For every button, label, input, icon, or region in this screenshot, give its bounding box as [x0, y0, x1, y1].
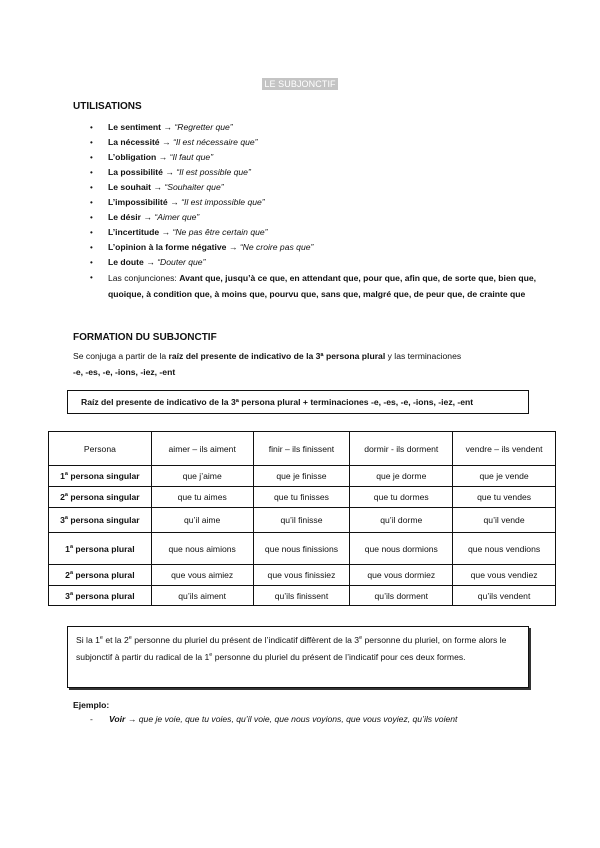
- table-cell: que nous vendions: [453, 533, 556, 565]
- table-row: [49, 586, 556, 606]
- use-example: “Ne croire pas que”: [239, 242, 314, 252]
- person-label: persona plural: [73, 570, 135, 580]
- table-row: [49, 508, 556, 533]
- ordinal-sup: a: [64, 471, 68, 478]
- person-number: 3: [60, 515, 65, 525]
- person-label: persona singular: [67, 515, 140, 525]
- arrow-icon: →: [143, 257, 158, 267]
- example-arrow: →: [125, 714, 139, 724]
- use-term: L’impossibilité: [108, 197, 168, 207]
- example-label: Ejemplo:: [73, 700, 110, 710]
- list-item: [90, 135, 540, 150]
- table-row: [49, 466, 556, 487]
- list-item: [90, 195, 540, 210]
- use-example: “Il faut que”: [169, 152, 214, 162]
- arrow-icon: →: [159, 227, 173, 237]
- arrow-icon: →: [156, 152, 170, 162]
- header-finir: finir – ils finissent: [253, 432, 350, 466]
- header-persona: Persona: [49, 432, 152, 466]
- utilisations-list: [90, 120, 540, 302]
- arrow-icon: →: [161, 122, 175, 132]
- table-cell: qu’il vende: [453, 508, 556, 533]
- table-cell: que tu aimes: [151, 487, 253, 508]
- conjunctions-list: Avant que, jusqu’à ce que, en attendant que, pour que, afin que, de sorte que, bien que, quoique, à condition que, à moins que, pourvu que, sans que, malgré que, de peur que, de crainte que: [108, 273, 537, 299]
- table-cell: que vous vendiez: [453, 565, 556, 586]
- table-cell: qu’ils vendent: [453, 586, 556, 606]
- table-cell: qu’il aime: [151, 508, 253, 533]
- example-verb: Voir: [109, 714, 126, 724]
- list-item: [90, 180, 540, 195]
- list-item: [90, 240, 540, 255]
- example-dash: -: [90, 714, 93, 724]
- table-cell: qu’ils dorment: [350, 586, 453, 606]
- list-item: [90, 165, 540, 180]
- person-number: 1: [65, 543, 70, 554]
- note-text-5: personne du pluriel du présent de l’indicatif pour ces deux formes.: [212, 652, 466, 662]
- row-header: [49, 466, 152, 487]
- person-label: persona plural: [73, 543, 135, 554]
- use-example: “Aimer que”: [154, 212, 200, 222]
- table-cell: que j’aime: [151, 466, 253, 487]
- use-example: “Il est nécessaire que”: [172, 137, 258, 147]
- note-text-1: Si la 1: [76, 635, 100, 645]
- heading-utilisations: UTILISATIONS: [73, 101, 142, 112]
- list-item: [90, 255, 540, 270]
- person-label: persona singular: [67, 492, 140, 502]
- conjugation-table-body: [49, 466, 556, 606]
- table-cell: que vous dormiez: [350, 565, 453, 586]
- person-number: 3: [65, 590, 70, 601]
- formation-text-bold: raíz del presente de indicativo de la 3ª persona plural: [168, 351, 386, 361]
- table-row: [49, 565, 556, 586]
- list-item-conjunctions: [90, 270, 540, 302]
- table-cell: que je dorme: [350, 466, 453, 487]
- use-term: L’incertitude: [108, 227, 160, 237]
- person-label: persona singular: [67, 471, 140, 481]
- note-sup-4: e: [209, 652, 213, 659]
- use-example: “Ne pas être certain que”: [172, 227, 268, 237]
- heading-formation: FORMATION DU SUBJONCTIF: [73, 332, 217, 343]
- person-number: 2: [65, 570, 70, 580]
- example-line: [90, 714, 457, 724]
- note-sup-3: e: [359, 635, 363, 642]
- example-forms: que je voie, que tu voies, qu’il voie, que nous voyions, que vous voyiez, qu’ils voient: [138, 714, 458, 724]
- person-number: 1: [60, 471, 65, 481]
- conjunctions-label: Las conjunciones:: [108, 273, 180, 283]
- table-cell: que nous aimions: [151, 533, 253, 565]
- note-text-2: et la 2: [102, 635, 129, 645]
- row-header: [49, 508, 152, 533]
- table-cell: qu’il dorme: [350, 508, 453, 533]
- table-row: [49, 533, 556, 565]
- use-term: Le souhait: [108, 182, 151, 192]
- use-example: “Il est impossible que”: [181, 197, 265, 207]
- formation-endings: -e, -es, -e, -ions, -iez, -ent: [73, 367, 176, 377]
- page-title: LE SUBJONCTIF: [264, 79, 336, 89]
- table-cell: que nous finissions: [253, 533, 350, 565]
- note-sup-2: e: [128, 635, 132, 642]
- table-cell: qu’ils aiment: [151, 586, 253, 606]
- row-header: [49, 586, 152, 606]
- header-aimer: aimer – ils aiment: [151, 432, 253, 466]
- ordinal-sup: a: [64, 492, 68, 499]
- use-term: La possibilité: [108, 167, 163, 177]
- ordinal-sup: a: [69, 590, 73, 597]
- use-term: Le doute: [108, 257, 144, 267]
- table-row: [49, 487, 556, 508]
- table-cell: qu’ils finissent: [253, 586, 350, 606]
- formation-text-2: y las terminaciones: [385, 351, 462, 361]
- use-example: “Souhaiter que”: [164, 182, 224, 192]
- note-text-3: personne du pluriel du présent de l’indicatif diffèrent de la 3: [131, 635, 360, 645]
- table-cell: qu’il finisse: [253, 508, 350, 533]
- list-item: [90, 225, 540, 240]
- table-cell: que vous aimiez: [151, 565, 253, 586]
- table-cell: que je finisse: [253, 466, 350, 487]
- note-sup-1: e: [99, 635, 103, 642]
- list-item: [90, 150, 540, 165]
- row-header: [49, 487, 152, 508]
- arrow-icon: →: [167, 197, 182, 207]
- table-cell: que vous finissiez: [253, 565, 350, 586]
- table-cell: que je vende: [453, 466, 556, 487]
- ordinal-sup: a: [69, 570, 73, 577]
- header-dormir: dormir - ils dorment: [350, 432, 453, 466]
- note-text-4: personne du pluriel, on forme alors le subjonctif à partir du radical de la 1: [76, 635, 507, 662]
- use-term: L’opinion à la forme négative: [108, 242, 227, 252]
- person-number: 2: [60, 492, 65, 502]
- formation-text-1: Se conjuga a partir de la: [73, 351, 169, 361]
- header-vendre: vendre – ils vendent: [453, 432, 556, 466]
- arrow-icon: →: [140, 212, 155, 222]
- use-term: Le sentiment: [108, 122, 162, 132]
- conjugation-table: [48, 431, 556, 606]
- table-cell: que tu vendes: [453, 487, 556, 508]
- note-box: [67, 626, 529, 688]
- list-item: [90, 120, 540, 135]
- arrow-icon: →: [162, 167, 177, 177]
- formula-box: Raíz del presente de indicativo de la 3ª persona plural + terminaciones -e, -es, -e, -ions, -iez, -ent: [67, 390, 529, 414]
- table-cell: que tu finisses: [253, 487, 350, 508]
- ordinal-sup: a: [64, 515, 68, 522]
- use-term: Le désir: [108, 212, 141, 222]
- arrow-icon: →: [226, 242, 240, 252]
- person-label: persona plural: [73, 590, 135, 601]
- list-item: [90, 210, 540, 225]
- title-wrap: [0, 78, 600, 90]
- use-example: “Regretter que”: [174, 122, 233, 132]
- use-term: La nécessité: [108, 137, 160, 147]
- table-header-row: [49, 432, 556, 466]
- arrow-icon: →: [150, 182, 165, 192]
- use-example: “Douter que”: [157, 257, 206, 267]
- table-cell: que nous dormions: [350, 533, 453, 565]
- ordinal-sup: a: [69, 543, 73, 550]
- use-term: L’obligation: [108, 152, 157, 162]
- arrow-icon: →: [159, 137, 173, 147]
- formation-paragraph: [73, 348, 535, 380]
- row-header: [49, 565, 152, 586]
- table-cell: que tu dormes: [350, 487, 453, 508]
- row-header: [49, 533, 152, 565]
- use-example: “Il est possible que”: [176, 167, 251, 177]
